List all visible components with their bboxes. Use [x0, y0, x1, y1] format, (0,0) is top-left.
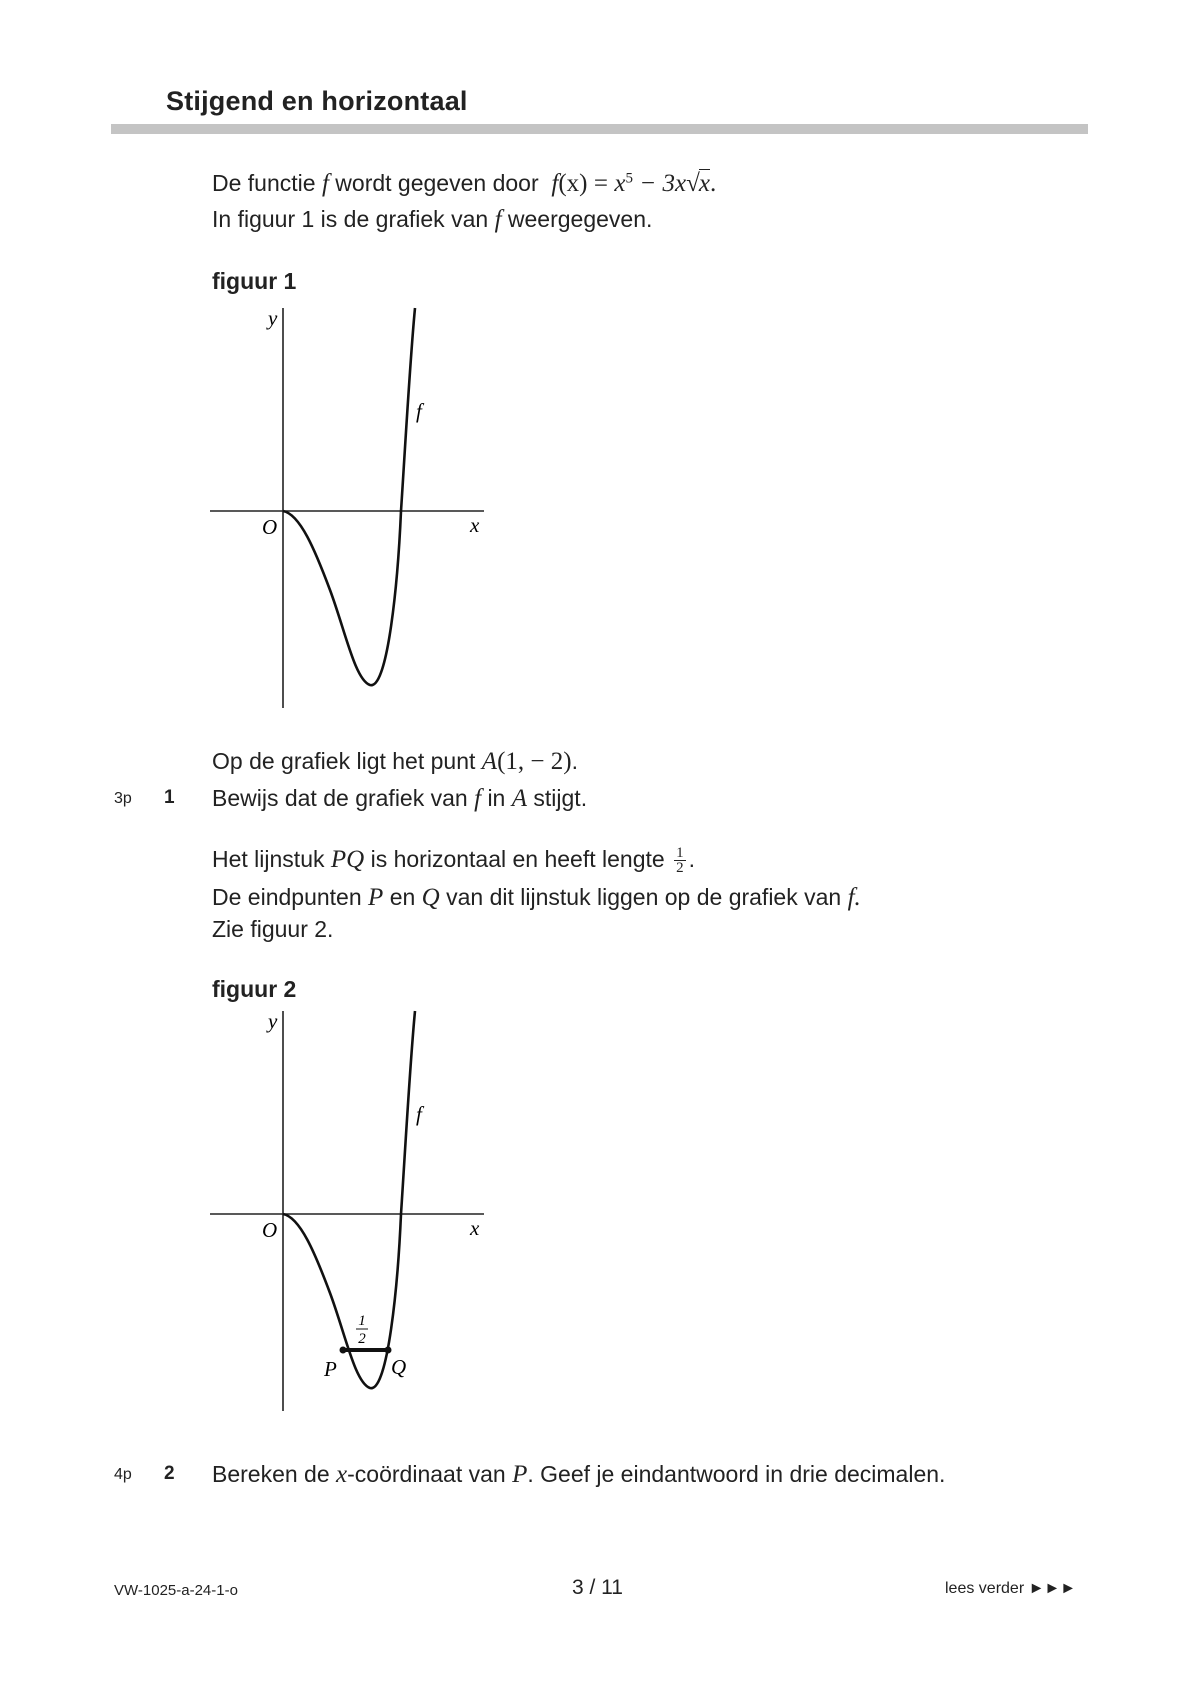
- origin-label: O: [262, 1218, 278, 1242]
- segment-length-den: 2: [358, 1331, 366, 1347]
- question-2-points: 4p: [114, 1466, 132, 1483]
- curve-label: f: [416, 399, 422, 423]
- Q-label: Q: [391, 1355, 407, 1379]
- figure-1-graph: [200, 300, 500, 720]
- question-text: -coördinaat van: [347, 1461, 506, 1487]
- question-1-context: [212, 748, 578, 776]
- intro-line-2: [212, 206, 652, 234]
- intro-text: In figuur 1 is de grafiek van: [212, 206, 489, 232]
- formula-minus: − 3x: [639, 170, 687, 197]
- segment-text: is horizontaal en heeft lengte: [370, 846, 665, 872]
- point-coords: (1, − 2): [497, 748, 572, 775]
- intro-text: wordt gegeven door: [335, 170, 539, 196]
- segment-text: en: [389, 884, 416, 910]
- segment-line-3: Zie figuur 2.: [212, 916, 334, 942]
- section-title: Stijgend en horizontaal: [166, 86, 468, 116]
- document-code: VW-1025-a-24-1-o: [114, 1582, 238, 1599]
- variable-x: x: [336, 1461, 348, 1488]
- intro-text: weergegeven.: [507, 206, 653, 232]
- function-curve: [283, 308, 415, 685]
- question-text: Bewijs dat de grafiek van: [212, 785, 468, 811]
- segment-line-1: [212, 846, 695, 875]
- question-text: in: [487, 785, 506, 811]
- context-end: .: [571, 748, 578, 774]
- formula-lhs: f: [551, 170, 559, 197]
- function-name: f: [321, 170, 329, 197]
- question-1-text: [212, 785, 587, 813]
- x-axis-label: x: [470, 1216, 480, 1240]
- continue-indicator: lees verder ►►►: [945, 1580, 1077, 1597]
- point-name: P: [368, 884, 384, 911]
- point-P: [340, 1347, 347, 1354]
- origin-label: O: [262, 515, 278, 539]
- formula-x5: x: [614, 170, 626, 197]
- point-name: P: [512, 1461, 528, 1488]
- segment-text: De eindpunten: [212, 884, 362, 910]
- function-name: f.: [847, 884, 861, 911]
- question-2-text: [212, 1461, 945, 1489]
- question-1-points: 3p: [114, 790, 132, 807]
- segment-line-2: [212, 884, 861, 912]
- context-text: Op de grafiek ligt het punt: [212, 748, 476, 774]
- figure-2-label: figuur 2: [212, 976, 297, 1002]
- segment-text: Het lijnstuk: [212, 846, 325, 872]
- formula-sqrt-arg: x: [698, 170, 710, 197]
- intro-text: De functie: [212, 170, 316, 196]
- point-name: Q: [421, 884, 440, 911]
- segment-end: .: [688, 846, 695, 872]
- function-curve: [283, 1011, 415, 1388]
- figure-1-label: figuur 1: [212, 268, 297, 294]
- question-text: Bereken de: [212, 1461, 330, 1487]
- curve-label: f: [416, 1102, 422, 1126]
- segment-length-num: 1: [358, 1313, 366, 1329]
- point-name: A: [511, 785, 528, 812]
- function-name: f: [494, 206, 502, 233]
- segment-name: PQ: [330, 846, 365, 873]
- header-rule: [111, 124, 1088, 134]
- formula-exponent: 5: [625, 170, 633, 187]
- point-name: A: [481, 748, 498, 775]
- formula-arg: (x): [558, 170, 588, 197]
- sqrt-icon: √: [686, 170, 700, 197]
- half-fraction: $\frac{1}{2}$: [676, 845, 684, 877]
- x-axis-label: x: [470, 513, 480, 537]
- formula-end: .: [709, 170, 717, 197]
- page-number: 3 / 11: [572, 1576, 623, 1599]
- question-text: . Geef je eindantwoord in drie decimalen.: [527, 1461, 946, 1487]
- y-axis-label: y: [268, 1009, 278, 1033]
- intro-line-1: [212, 170, 716, 198]
- question-1-number: 1: [164, 787, 175, 808]
- question-text: stijgt.: [533, 785, 588, 811]
- segment-text: van dit lijnstuk liggen op de grafiek van: [446, 884, 842, 910]
- point-Q: [385, 1347, 392, 1354]
- formula-eq: =: [593, 170, 608, 197]
- figure-2-graph: [200, 1003, 500, 1423]
- P-label: P: [324, 1357, 337, 1381]
- function-name: f: [474, 785, 482, 812]
- question-2-number: 2: [164, 1463, 175, 1484]
- y-axis-label: y: [268, 306, 278, 330]
